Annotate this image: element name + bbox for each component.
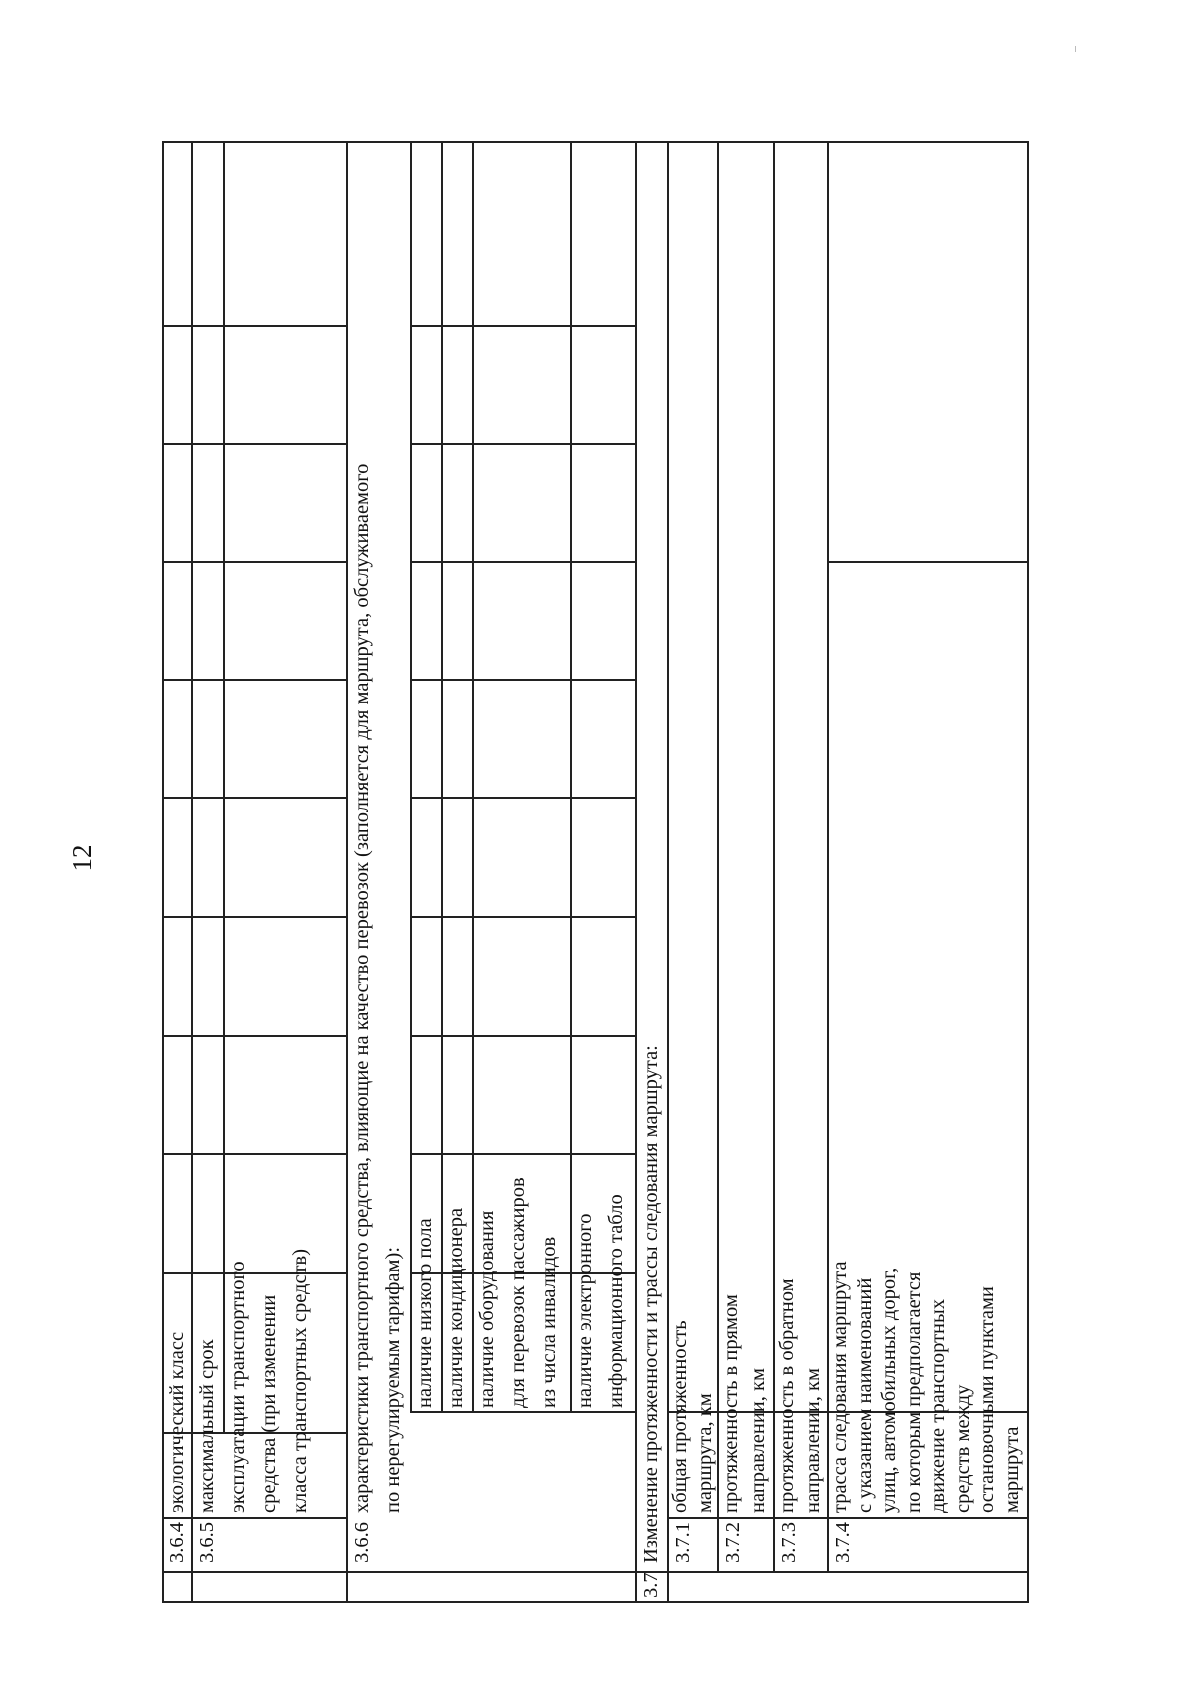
- rule-grid-3: [162, 1035, 346, 1037]
- row-label-low-floor: наличие низкого пола: [414, 1218, 436, 1408]
- rule-grid-5: [162, 797, 346, 799]
- row-num-3-7-4: 3.7.4: [832, 1522, 854, 1563]
- rule-label-col: [162, 1517, 346, 1519]
- rule-grid-8: [162, 443, 346, 445]
- rule-sub-col: [410, 1411, 636, 1413]
- rule-grid-9: [162, 325, 346, 327]
- row-label-disabled-equipment: наличие оборудования для перевозок пассажиров из числа инвалидов: [476, 1177, 560, 1408]
- rotated-table: [162, 141, 1029, 1603]
- row-label-3-7-2: протяженность в прямом направлении, км: [720, 1294, 769, 1513]
- row-num-3-6-6: 3.6.6: [351, 1522, 373, 1563]
- row-label-info-display: наличие электронного информационного табло: [574, 1194, 627, 1408]
- rule-grid-4: [162, 916, 346, 918]
- row-num-3-6-5: 3.6.5: [196, 1522, 218, 1563]
- rule-grid-low-9: [410, 325, 636, 327]
- rule-grid-low-2: [410, 1153, 636, 1155]
- row-label-3-7-1: общая протяженность маршрута, км: [669, 1320, 716, 1513]
- rule-grid-low-5: [410, 797, 636, 799]
- row-label-aircon: наличие кондиционера: [445, 1207, 467, 1408]
- rule-bottom: [1027, 141, 1029, 1603]
- rule-grid-2: [162, 1153, 346, 1155]
- row-num-3-7-2: 3.7.2: [722, 1522, 744, 1563]
- rule-left-outer: [162, 1601, 1029, 1603]
- rule-grid-6: [162, 679, 346, 681]
- rule-row-3-6-5: [223, 141, 225, 1434]
- page-number: 12: [67, 844, 97, 872]
- rule-num-col: [162, 1571, 1029, 1573]
- rule-grid-low-3: [410, 1035, 636, 1037]
- rule-right-outer: [162, 141, 1029, 143]
- section-label-3-7: Изменение протяженности и трассы следования маршрута:: [640, 1045, 662, 1563]
- rule-grid-low-4: [410, 916, 636, 918]
- rule-grid-low-6: [410, 679, 636, 681]
- row-label-3-6-6: характеристики транспортного средства, влияющие на качество перевозок (заполняется для маршрута, обслуживаемого по нерегулируемым тарифам):: [351, 463, 404, 1513]
- row-label-3-7-4: трасса следования маршрута с указанием наименований улиц, автомобильных дорог, по которым предполагается движение транспортных средств между остановочными пунктами маршрута: [829, 1261, 1023, 1513]
- rule-grid-7: [162, 561, 346, 563]
- row-label-3-6-4: экологический класс: [166, 1331, 188, 1513]
- row-label-3-7-3: протяженность в обратном направлении, км: [776, 1278, 824, 1513]
- section-num-3-7: 3.7: [640, 1572, 662, 1598]
- row-label-3-6-5: максимальный срок эксплуатации транспортного средства (при изменении класса транспортных средств): [196, 1248, 311, 1513]
- row-num-3-7-1: 3.7.1: [672, 1522, 694, 1563]
- rule-grid-low-8: [410, 443, 636, 445]
- scan-speck: [1075, 46, 1076, 52]
- rule-grid-low-7: [410, 561, 636, 563]
- rule-label-col-lower: [667, 1517, 1029, 1519]
- row-num-3-6-4: 3.6.4: [166, 1522, 188, 1563]
- row-num-3-7-3: 3.7.3: [778, 1522, 800, 1563]
- rule-grid-sub-1: [827, 561, 1029, 563]
